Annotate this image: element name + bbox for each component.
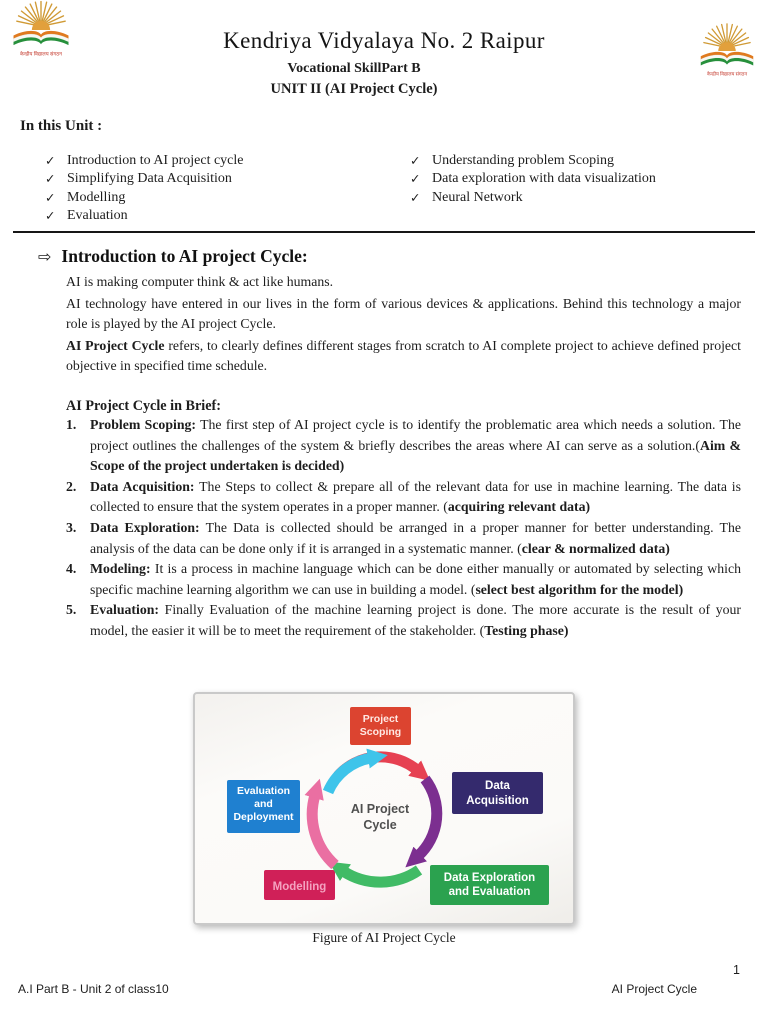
footer-left-text: A.I Part B - Unit 2 of class10	[18, 982, 169, 996]
checkmark-icon: ✓	[45, 189, 56, 205]
text-run: The Steps to collect & prepare all of the relevant data for use in machine learning. The data is collected to ensure that the system operates in a proper manner. (	[90, 478, 741, 515]
item-number: 4.	[66, 561, 77, 577]
brief-item	[66, 600, 741, 641]
bold-run: )	[585, 499, 591, 515]
cycle-arrow-pink	[312, 795, 335, 865]
item-number: 5.	[66, 602, 77, 618]
cycle-arrow-green	[343, 870, 419, 882]
text-run: refers, to clearly defines different stages from scratch to AI complete project to achieve defined project objective in specified time schedule.	[66, 337, 742, 374]
page-number: 1	[733, 963, 740, 977]
list-item-label: Introduction to AI project cycle	[67, 153, 244, 168]
bold-run: acquiring relevant data	[447, 499, 586, 515]
node-label: Deployment	[233, 811, 294, 823]
footer-right-text: AI Project Cycle	[611, 982, 697, 996]
node-label: Evaluation	[236, 785, 291, 797]
checkmark-icon: ✓	[45, 171, 56, 187]
page-subtitle: Vocational SkillPart B	[287, 61, 421, 76]
list-item-label: Understanding problem Scoping	[432, 153, 614, 168]
item-number: 2.	[66, 478, 77, 494]
list-item-label: Data exploration with data visualization	[432, 171, 656, 187]
unit-overview-heading: In this Unit :	[20, 118, 103, 134]
checkmark-icon: ✓	[45, 153, 56, 168]
node-label: and	[254, 798, 273, 810]
bold-run: )	[563, 622, 569, 638]
checkmark-icon: ✓	[45, 208, 56, 224]
page-header	[0, 0, 768, 98]
checkmark-icon: ✓	[410, 189, 421, 205]
text-run: It is a process in machine language which can be done either manually or automated by selecting which specific machine learning algorithm we can use in building a model. (	[90, 561, 741, 597]
bold-run: Testing phase	[484, 622, 564, 638]
bold-run: select best algorithm for the model	[475, 581, 679, 597]
unit-checklist-left	[45, 152, 390, 226]
item-title: Problem Scoping:	[90, 416, 197, 432]
node-data-exploration	[430, 865, 549, 905]
list-item-label: Simplifying Data Acquisition	[67, 171, 232, 187]
bold-run: )	[678, 581, 684, 597]
list-item	[410, 170, 656, 188]
brief-item	[66, 559, 741, 600]
item-text	[90, 477, 741, 518]
figure-caption: Figure of AI Project Cycle	[312, 930, 456, 945]
item-text	[90, 518, 741, 559]
list-item	[45, 170, 390, 188]
cycle-arrow-cyan	[328, 758, 371, 792]
bold-run: clear & normalized data	[521, 540, 666, 556]
unit-title: UNIT II (AI Project Cycle)	[270, 81, 438, 97]
paragraph	[66, 336, 741, 377]
brief-heading: AI Project Cycle in Brief:	[66, 397, 221, 414]
item-number: 3.	[66, 519, 77, 535]
arrow-right-icon: ⇨	[38, 247, 52, 266]
item-title: Modeling:	[90, 561, 151, 577]
intro-heading: Introduction to AI project Cycle:	[61, 246, 308, 266]
node-label: Data	[485, 780, 510, 792]
list-item	[410, 152, 656, 170]
bold-run: )	[339, 458, 345, 474]
cycle-center-label: AI Project	[350, 802, 410, 816]
brief-item	[66, 415, 741, 477]
list-item-label: Evaluation	[67, 208, 128, 224]
node-label: Data Exploration	[443, 872, 536, 884]
item-title: Data Exploration:	[90, 519, 200, 535]
list-item	[45, 152, 390, 170]
kvs-logo-icon	[3, 0, 79, 63]
list-item-label: Modelling	[67, 189, 126, 205]
item-title: Data Acquisition:	[90, 478, 195, 494]
item-text	[90, 415, 741, 477]
checkmark-icon: ✓	[410, 171, 421, 187]
brief-item	[66, 518, 741, 559]
node-label: Project	[362, 713, 399, 725]
bold-run: AI Project Cycle	[66, 337, 165, 353]
list-item	[45, 207, 390, 225]
sun-icon	[32, 21, 50, 30]
sun-icon	[718, 42, 736, 51]
node-label: Modelling	[272, 881, 327, 893]
node-data-acquisition	[452, 772, 543, 814]
node-label: Acquisition	[466, 795, 529, 807]
list-item-label: Neural Network	[432, 189, 523, 205]
ai-project-cycle-diagram	[195, 694, 573, 923]
figure-frame	[193, 692, 575, 925]
item-number: 1.	[66, 416, 77, 432]
list-item	[410, 189, 656, 207]
section-divider	[13, 231, 755, 233]
page-title: Kendriya Vidyalaya No. 2 Raipur	[223, 28, 545, 53]
logo-caption: केन्द्रीय विद्यालय संगठन	[20, 51, 62, 58]
bold-run: )	[665, 540, 670, 556]
logo-caption: केन्द्रीय विद्यालय संगठन	[706, 72, 748, 78]
item-title: Evaluation:	[90, 602, 159, 618]
checkmark-icon: ✓	[410, 153, 421, 168]
list-item	[45, 189, 390, 207]
item-text	[90, 559, 741, 600]
item-text	[90, 600, 741, 641]
paragraph: AI technology have entered in our lives in the form of various devices & applications. Behind this technology a major role is played by the AI project Cycle.	[66, 295, 741, 332]
paragraph: AI is making computer think & act like humans.	[66, 274, 334, 289]
node-label: and Evaluation	[448, 886, 531, 898]
cycle-center-label: Cycle	[363, 818, 397, 832]
text-run: The first step of AI project cycle is to identify the problematic area which needs a solution. The project outlines the challenges of the system & briefly describes the areas where AI can serve as a solution.(	[90, 416, 741, 453]
text-run: Finally Evaluation of the machine learning project is done. The more accurate is the result of your model, the easier it will be to meet the requirement of the stakeholder. (	[90, 602, 741, 638]
text-run: The Data is collected should be arranged in a proper manner for better understanding. The analysis of the data can be done only if it is arranged in a systematic manner. (	[90, 519, 741, 556]
main-content	[0, 246, 768, 642]
cycle-arrow-purple	[418, 779, 437, 856]
node-label: Scoping	[359, 726, 402, 738]
brief-item	[66, 477, 741, 518]
bold-run: Aim & Scope of the project undertaken is decided	[90, 437, 742, 474]
unit-overview-section	[20, 118, 748, 226]
unit-checklist-right	[410, 152, 656, 226]
